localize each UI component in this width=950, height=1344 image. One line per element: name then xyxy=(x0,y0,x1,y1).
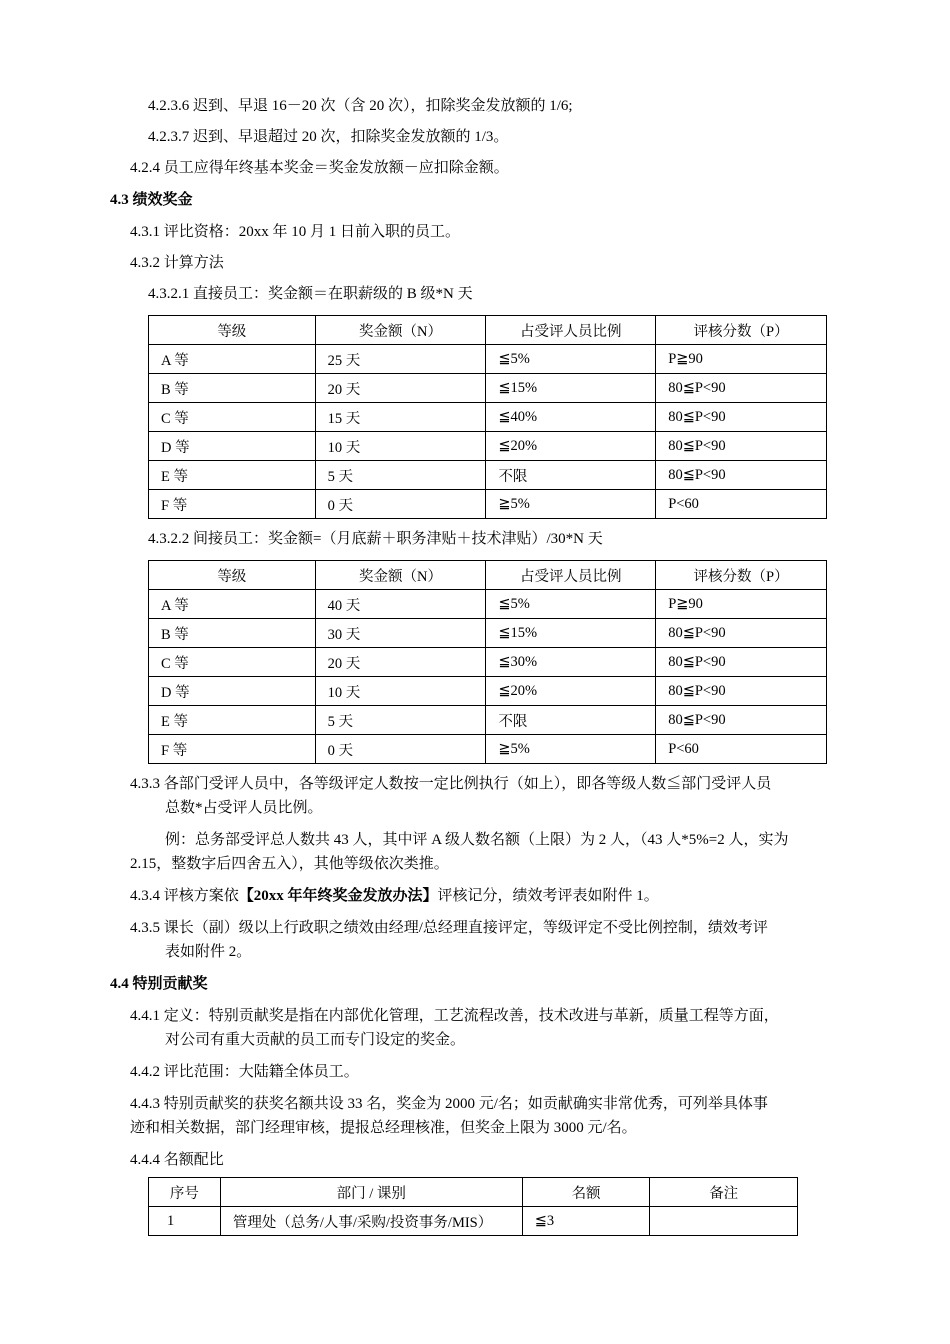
header-department: 部门 / 课别 xyxy=(220,1178,522,1207)
cell-ratio: ≦15% xyxy=(486,619,656,648)
cell-serial: 1 xyxy=(149,1207,221,1236)
cell-grade: C 等 xyxy=(149,403,316,432)
line-4-3-2: 4.3.2 计算方法 xyxy=(130,255,224,271)
cell-grade: E 等 xyxy=(149,461,316,490)
cell-bonus: 15 天 xyxy=(315,403,486,432)
cell-bonus: 10 天 xyxy=(315,677,486,706)
table-row xyxy=(149,432,827,461)
header-grade: 等级 xyxy=(149,316,316,345)
cell-grade: C 等 xyxy=(149,648,316,677)
line-4-3-2-2: 4.3.2.2 间接员工：奖金额=（月底薪＋职务津贴＋技术津贴）/30*N 天 xyxy=(148,531,603,547)
table-row xyxy=(149,461,827,490)
table-row xyxy=(149,403,827,432)
cell-score: 80≦P<90 xyxy=(656,432,827,461)
table-row xyxy=(149,345,827,374)
heading-4-4: 4.4 特别贡献奖 xyxy=(110,976,208,992)
cell-ratio: ≦40% xyxy=(486,403,656,432)
line-4-3-5-a: 4.3.5 课长（副）级以上行政职之绩效由经理/总经理直接评定，等级评定不受比例控制，绩效考评 xyxy=(130,920,768,936)
cell-score: P<60 xyxy=(656,735,827,764)
cell-ratio: ≦5% xyxy=(486,345,656,374)
cell-grade: A 等 xyxy=(149,345,316,374)
header-ratio: 占受评人员比例 xyxy=(486,316,656,345)
cell-grade: D 等 xyxy=(149,677,316,706)
table-row xyxy=(149,490,827,519)
bonus-policy-reference: 【20xx 年年终奖金发放办法】 xyxy=(238,888,438,904)
cell-score: P≧90 xyxy=(656,590,827,619)
cell-score: 80≦P<90 xyxy=(656,461,827,490)
header-remarks: 备注 xyxy=(650,1178,798,1207)
cell-remarks xyxy=(650,1207,798,1236)
direct-staff-bonus-table xyxy=(148,315,827,519)
cell-ratio: ≧5% xyxy=(486,490,656,519)
line-4-2-3-7: 4.2.3.7 迟到、早退超过 20 次，扣除奖金发放额的 1/3。 xyxy=(148,129,509,145)
header-ratio: 占受评人员比例 xyxy=(486,561,656,590)
table-row xyxy=(149,677,827,706)
table-row xyxy=(149,374,827,403)
example-line-b: 2.15，整数字后四舍五入），其他等级依次类推。 xyxy=(130,856,449,872)
table-header-row xyxy=(149,561,827,590)
table-row xyxy=(149,648,827,677)
line-4-3-1: 4.3.1 评比资格：20xx 年 10 月 1 日前入职的员工。 xyxy=(130,224,461,240)
header-score: 评核分数（P） xyxy=(656,561,827,590)
line-4-3-5-b: 表如附件 2。 xyxy=(165,944,252,960)
cell-bonus: 20 天 xyxy=(315,374,486,403)
line-4-3-3-b: 总数*占受评人员比例。 xyxy=(165,800,323,816)
line-4-4-4: 4.4.4 名额配比 xyxy=(130,1152,224,1168)
table-row xyxy=(149,706,827,735)
cell-ratio: 不限 xyxy=(486,706,656,735)
line-4-4-2: 4.4.2 评比范围：大陆籍全体员工。 xyxy=(130,1064,359,1080)
table-row xyxy=(149,590,827,619)
line-4-4-1-b: 对公司有重大贡献的员工而专门设定的奖金。 xyxy=(165,1032,466,1048)
line-4-3-2-1: 4.3.2.1 直接员工：奖金额＝在职薪级的 B 级*N 天 xyxy=(148,286,473,302)
line-4-3-4 xyxy=(130,886,659,906)
line-4-2-3-6: 4.2.3.6 迟到、早退 16－20 次（含 20 次），扣除奖金发放额的 1/6; xyxy=(148,98,573,114)
cell-grade: A 等 xyxy=(149,590,316,619)
cell-ratio: ≧5% xyxy=(486,735,656,764)
cell-bonus: 5 天 xyxy=(315,461,486,490)
cell-grade: F 等 xyxy=(149,735,316,764)
table-header-row xyxy=(149,1178,798,1207)
cell-quota: ≦3 xyxy=(522,1207,650,1236)
line-4-4-1-a: 4.4.1 定义：特别贡献奖是指在内部优化管理，工艺流程改善，技术改进与革新，质量工程等方面， xyxy=(130,1008,779,1024)
line-4-2-4: 4.2.4 员工应得年终基本奖金＝奖金发放额－应扣除金额。 xyxy=(130,160,509,176)
header-grade: 等级 xyxy=(149,561,316,590)
cell-ratio: ≦20% xyxy=(486,432,656,461)
cell-bonus: 25 天 xyxy=(315,345,486,374)
line-4-3-4-suffix: 评核记分，绩效考评表如附件 1。 xyxy=(437,888,659,904)
line-4-3-4-prefix: 4.3.4 评核方案依 xyxy=(130,888,239,904)
cell-ratio: 不限 xyxy=(486,461,656,490)
header-quota: 名额 xyxy=(522,1178,650,1207)
cell-score: 80≦P<90 xyxy=(656,619,827,648)
cell-bonus: 20 天 xyxy=(315,648,486,677)
header-score: 评核分数（P） xyxy=(656,316,827,345)
cell-grade: F 等 xyxy=(149,490,316,519)
cell-bonus: 10 天 xyxy=(315,432,486,461)
cell-grade: E 等 xyxy=(149,706,316,735)
table-row xyxy=(149,619,827,648)
heading-4-3: 4.3 绩效奖金 xyxy=(110,192,193,208)
cell-grade: D 等 xyxy=(149,432,316,461)
table-row xyxy=(149,1207,798,1236)
cell-ratio: ≦15% xyxy=(486,374,656,403)
cell-score: 80≦P<90 xyxy=(656,648,827,677)
indirect-staff-bonus-table xyxy=(148,560,827,764)
cell-grade: B 等 xyxy=(149,619,316,648)
cell-score: 80≦P<90 xyxy=(656,677,827,706)
cell-score: P≧90 xyxy=(656,345,827,374)
cell-score: P<60 xyxy=(656,490,827,519)
cell-bonus: 40 天 xyxy=(315,590,486,619)
header-bonus-amount: 奖金额（N） xyxy=(315,561,486,590)
cell-score: 80≦P<90 xyxy=(656,403,827,432)
header-bonus-amount: 奖金额（N） xyxy=(315,316,486,345)
table-row xyxy=(149,735,827,764)
header-serial: 序号 xyxy=(149,1178,221,1207)
cell-ratio: ≦20% xyxy=(486,677,656,706)
line-4-4-3-b: 迹和相关数据，部门经理审核，提报总经理核准，但奖金上限为 3000 元/名。 xyxy=(130,1120,637,1136)
example-line-a: 例：总务部受评总人数共 43 人，其中评 A 级人数名额（上限）为 2 人，（43 人*5%=2 人，实为 xyxy=(165,832,789,848)
cell-score: 80≦P<90 xyxy=(656,374,827,403)
line-4-3-3-a: 4.3.3 各部门受评人员中，各等级评定人数按一定比例执行（如上），即各等级人数≦部门受评人员 xyxy=(130,776,772,792)
cell-score: 80≦P<90 xyxy=(656,706,827,735)
table-header-row xyxy=(149,316,827,345)
cell-bonus: 0 天 xyxy=(315,735,486,764)
cell-bonus: 5 天 xyxy=(315,706,486,735)
cell-department: 管理处（总务/人事/采购/投资事务/MIS） xyxy=(220,1207,522,1236)
quota-allocation-table xyxy=(148,1177,798,1236)
cell-ratio: ≦30% xyxy=(486,648,656,677)
cell-bonus: 30 天 xyxy=(315,619,486,648)
line-4-4-3-a: 4.4.3 特别贡献奖的获奖名额共设 33 名，奖金为 2000 元/名；如贡献确实非常优秀，可列举具体事 xyxy=(130,1096,768,1112)
cell-grade: B 等 xyxy=(149,374,316,403)
cell-bonus: 0 天 xyxy=(315,490,486,519)
cell-ratio: ≦5% xyxy=(486,590,656,619)
